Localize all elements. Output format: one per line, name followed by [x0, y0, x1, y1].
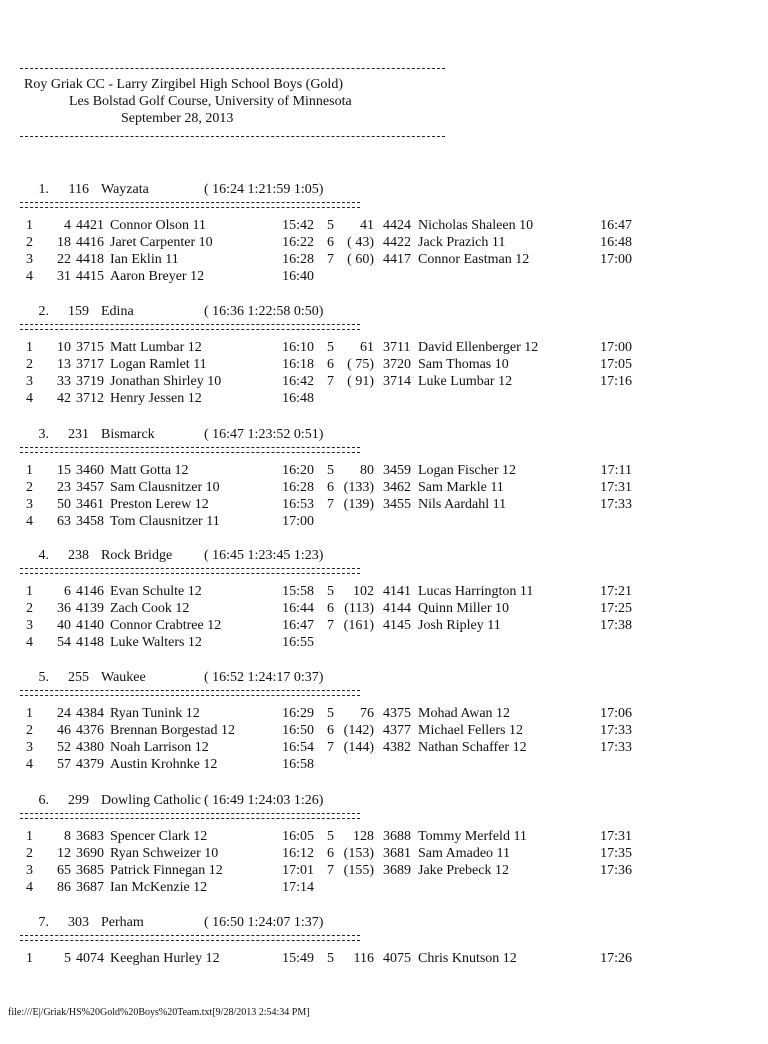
runner-bib: 4140 [76, 618, 104, 633]
runner-name: Noah Larrison 12 [110, 740, 209, 755]
runner-bib: 4141 [383, 584, 411, 599]
team-score: 159 [68, 304, 89, 319]
runner-bib: 4074 [76, 951, 104, 966]
runner-place: ( 91) [347, 374, 374, 389]
team-rank: 7. [38, 915, 49, 930]
team-rank: 3. [38, 427, 49, 442]
team-name: Perham [101, 915, 144, 930]
runner-time: 16:29 [282, 706, 314, 721]
team-stats: ( 16:47 1:23:52 0:51) [204, 427, 324, 442]
runner-order: 5 [327, 951, 334, 966]
runner-time: 17:11 [600, 463, 632, 478]
runner-order: 1 [26, 584, 33, 599]
runner-bib: 4422 [383, 235, 411, 250]
runner-time: 17:16 [600, 374, 632, 389]
runner-order: 6 [327, 846, 334, 861]
runner-place: 13 [57, 357, 71, 372]
team-divider [20, 568, 360, 574]
runner-bib: 3683 [76, 829, 104, 844]
runner-time: 17:01 [282, 863, 314, 878]
runner-bib: 3457 [76, 480, 104, 495]
runner-place: 42 [57, 391, 71, 406]
runner-time: 16:50 [282, 723, 314, 738]
runner-name: Lucas Harrington 11 [418, 584, 534, 599]
runner-place: 76 [360, 706, 374, 721]
runner-bib: 3461 [76, 497, 104, 512]
team-name: Wayzata [101, 182, 149, 197]
runner-name: Logan Ramlet 11 [110, 357, 207, 372]
team-rank: 4. [38, 548, 49, 563]
team-score: 231 [68, 427, 89, 442]
runner-time: 16:05 [282, 829, 314, 844]
runner-order: 1 [26, 218, 33, 233]
runner-bib: 3459 [383, 463, 411, 478]
runner-bib: 4380 [76, 740, 104, 755]
team-divider [20, 813, 360, 819]
runner-time: 15:42 [282, 218, 314, 233]
runner-time: 16:44 [282, 601, 314, 616]
runner-time: 16:47 [282, 618, 314, 633]
runner-bib: 3460 [76, 463, 104, 478]
runner-bib: 3685 [76, 863, 104, 878]
team-stats: ( 16:49 1:24:03 1:26) [204, 793, 324, 808]
team-divider [20, 324, 360, 330]
runner-bib: 4075 [383, 951, 411, 966]
runner-bib: 3681 [383, 846, 411, 861]
runner-bib: 3687 [76, 880, 104, 895]
runner-name: David Ellenberger 12 [418, 340, 539, 355]
runner-place: 24 [57, 706, 71, 721]
runner-time: 17:00 [282, 514, 314, 529]
runner-place: (144) [343, 740, 374, 755]
runner-place: 18 [57, 235, 71, 250]
runner-name: Zach Cook 12 [110, 601, 190, 616]
runner-name: Sam Clausnitzer 10 [110, 480, 220, 495]
team-stats: ( 16:50 1:24:07 1:37) [204, 915, 324, 930]
runner-order: 2 [26, 235, 33, 250]
runner-order: 4 [26, 880, 33, 895]
runner-place: (142) [343, 723, 374, 738]
runner-place: 12 [57, 846, 71, 861]
team-stats: ( 16:24 1:21:59 1:05) [204, 182, 324, 197]
team-divider [20, 202, 360, 208]
runner-order: 2 [26, 601, 33, 616]
runner-order: 3 [26, 252, 33, 267]
runner-place: 36 [57, 601, 71, 616]
runner-name: Mohad Awan 12 [418, 706, 511, 721]
runner-time: 17:38 [600, 618, 632, 633]
runner-place: 61 [360, 340, 374, 355]
runner-order: 1 [26, 951, 33, 966]
runner-time: 17:21 [600, 584, 632, 599]
runner-bib: 3689 [383, 863, 411, 878]
runner-order: 7 [327, 618, 334, 633]
team-block [20, 426, 760, 556]
runner-name: Logan Fischer 12 [418, 463, 516, 478]
runner-order: 4 [26, 514, 33, 529]
runner-place: 57 [57, 757, 71, 772]
runner-order: 6 [327, 480, 334, 495]
team-block [20, 669, 760, 799]
runner-order: 7 [327, 374, 334, 389]
runner-place: 8 [64, 829, 71, 844]
runner-name: Matt Lumbar 12 [110, 340, 202, 355]
runner-bib: 3690 [76, 846, 104, 861]
runner-bib: 4375 [383, 706, 411, 721]
runner-name: Evan Schulte 12 [110, 584, 202, 599]
runner-time: 16:48 [600, 235, 632, 250]
runner-bib: 3688 [383, 829, 411, 844]
runner-bib: 3714 [383, 374, 411, 389]
runner-bib: 3462 [383, 480, 411, 495]
runner-name: Jonathan Shirley 10 [110, 374, 222, 389]
runner-time: 16:18 [282, 357, 314, 372]
runner-place: 22 [57, 252, 71, 267]
team-stats: ( 16:36 1:22:58 0:50) [204, 304, 324, 319]
team-score: 299 [68, 793, 89, 808]
runner-name: Jaret Carpenter 10 [110, 235, 213, 250]
runner-place: 10 [57, 340, 71, 355]
runner-bib: 3455 [383, 497, 411, 512]
runner-bib: 3717 [76, 357, 104, 372]
runner-bib: 4148 [76, 635, 104, 650]
runner-bib: 3719 [76, 374, 104, 389]
meet-title: Roy Griak CC - Larry Zirgibel High School Boys (Gold) [24, 77, 343, 92]
runner-name: Sam Thomas 10 [418, 357, 509, 372]
runner-bib: 3720 [383, 357, 411, 372]
runner-bib: 4379 [76, 757, 104, 772]
team-block [20, 914, 760, 1044]
runner-time: 17:00 [600, 252, 632, 267]
runner-place: 65 [57, 863, 71, 878]
runner-order: 4 [26, 269, 33, 284]
runner-place: 5 [64, 951, 71, 966]
team-name: Rock Bridge [101, 548, 173, 563]
runner-name: Nicholas Shaleen 10 [418, 218, 534, 233]
runner-place: 33 [57, 374, 71, 389]
runner-place: ( 75) [347, 357, 374, 372]
runner-place: 50 [57, 497, 71, 512]
runner-place: (139) [343, 497, 374, 512]
runner-place: (133) [343, 480, 374, 495]
runner-time: 17:00 [600, 340, 632, 355]
runner-place: 116 [353, 951, 374, 966]
runner-name: Michael Fellers 12 [418, 723, 523, 738]
runner-bib: 4145 [383, 618, 411, 633]
header-divider-top [20, 68, 445, 69]
runner-order: 3 [26, 374, 33, 389]
runner-bib: 4415 [76, 269, 104, 284]
runner-order: 2 [26, 846, 33, 861]
runner-time: 16:42 [282, 374, 314, 389]
team-rank: 5. [38, 670, 49, 685]
runner-time: 17:14 [282, 880, 314, 895]
runner-name: Tommy Merfeld 11 [418, 829, 527, 844]
runner-order: 1 [26, 340, 33, 355]
runner-time: 16:47 [600, 218, 632, 233]
runner-place: 128 [353, 829, 374, 844]
meet-date: September 28, 2013 [121, 111, 234, 126]
runner-name: Chris Knutson 12 [418, 951, 517, 966]
runner-place: 63 [57, 514, 71, 529]
runner-name: Quinn Miller 10 [418, 601, 509, 616]
runner-place: 40 [57, 618, 71, 633]
runner-order: 6 [327, 235, 334, 250]
runner-order: 1 [26, 829, 33, 844]
runner-place: ( 43) [347, 235, 374, 250]
runner-time: 16:20 [282, 463, 314, 478]
runner-place: 23 [57, 480, 71, 495]
runner-order: 3 [26, 618, 33, 633]
runner-order: 3 [26, 863, 33, 878]
runner-order: 7 [327, 863, 334, 878]
runner-time: 17:06 [600, 706, 632, 721]
runner-name: Brennan Borgestad 12 [110, 723, 235, 738]
runner-order: 2 [26, 723, 33, 738]
runner-name: Nils Aardahl 11 [418, 497, 507, 512]
runner-name: Josh Ripley 11 [418, 618, 501, 633]
runner-name: Aaron Breyer 12 [110, 269, 205, 284]
team-name: Edina [101, 304, 134, 319]
runner-time: 16:53 [282, 497, 314, 512]
runner-bib: 4417 [383, 252, 411, 267]
runner-place: 52 [57, 740, 71, 755]
runner-time: 17:35 [600, 846, 632, 861]
runner-order: 7 [327, 497, 334, 512]
runner-place: 54 [57, 635, 71, 650]
runner-place: 80 [360, 463, 374, 478]
team-name: Dowling Catholic [101, 793, 201, 808]
runner-bib: 3715 [76, 340, 104, 355]
team-name: Waukee [101, 670, 146, 685]
file-path-footer: file:///E|/Griak/HS%20Gold%20Boys%20Team.txt[9/28/2013 2:54:34 PM] [8, 1007, 310, 1018]
runner-time: 17:33 [600, 723, 632, 738]
runner-place: 6 [64, 584, 71, 599]
runner-place: 4 [64, 218, 71, 233]
runner-name: Connor Eastman 12 [418, 252, 530, 267]
runner-order: 6 [327, 357, 334, 372]
runner-place: 41 [360, 218, 374, 233]
runner-order: 4 [26, 757, 33, 772]
runner-order: 5 [327, 706, 334, 721]
runner-bib: 4418 [76, 252, 104, 267]
runner-name: Matt Gotta 12 [110, 463, 189, 478]
team-divider [20, 690, 360, 696]
meet-venue: Les Bolstad Golf Course, University of Minnesota [69, 94, 352, 109]
runner-order: 7 [327, 740, 334, 755]
runner-bib: 3711 [383, 340, 411, 355]
runner-name: Connor Olson 11 [110, 218, 206, 233]
runner-order: 4 [26, 391, 33, 406]
team-score: 116 [68, 182, 89, 197]
runner-order: 3 [26, 497, 33, 512]
team-divider [20, 447, 360, 453]
runner-bib: 4146 [76, 584, 104, 599]
runner-time: 17:33 [600, 740, 632, 755]
runner-bib: 4421 [76, 218, 104, 233]
runner-order: 2 [26, 357, 33, 372]
runner-order: 5 [327, 584, 334, 599]
runner-order: 6 [327, 723, 334, 738]
runner-place: 46 [57, 723, 71, 738]
runner-name: Ian Eklin 11 [110, 252, 179, 267]
runner-order: 4 [26, 635, 33, 650]
runner-bib: 4139 [76, 601, 104, 616]
runner-time: 16:54 [282, 740, 314, 755]
runner-order: 1 [26, 463, 33, 478]
runner-order: 5 [327, 218, 334, 233]
runner-order: 3 [26, 740, 33, 755]
team-stats: ( 16:52 1:24:17 0:37) [204, 670, 324, 685]
runner-time: 16:48 [282, 391, 314, 406]
runner-bib: 4382 [383, 740, 411, 755]
runner-name: Connor Crabtree 12 [110, 618, 222, 633]
runner-time: 16:12 [282, 846, 314, 861]
runner-name: Luke Walters 12 [110, 635, 202, 650]
runner-bib: 4377 [383, 723, 411, 738]
runner-name: Ian McKenzie 12 [110, 880, 208, 895]
runner-time: 16:40 [282, 269, 314, 284]
team-name: Bismarck [101, 427, 155, 442]
runner-bib: 4384 [76, 706, 104, 721]
runner-time: 16:10 [282, 340, 314, 355]
team-block [20, 792, 760, 922]
team-score: 303 [68, 915, 89, 930]
team-stats: ( 16:45 1:23:45 1:23) [204, 548, 324, 563]
runner-name: Luke Lumbar 12 [418, 374, 513, 389]
runner-time: 17:26 [600, 951, 632, 966]
runner-time: 17:31 [600, 829, 632, 844]
runner-name: Preston Lerew 12 [110, 497, 209, 512]
team-divider [20, 935, 360, 941]
runner-time: 16:22 [282, 235, 314, 250]
runner-order: 6 [327, 601, 334, 616]
runner-order: 5 [327, 829, 334, 844]
team-block [20, 181, 760, 311]
team-block [20, 303, 760, 433]
runner-time: 17:36 [600, 863, 632, 878]
runner-time: 17:05 [600, 357, 632, 372]
runner-order: 7 [327, 252, 334, 267]
runner-bib: 3712 [76, 391, 104, 406]
runner-bib: 4376 [76, 723, 104, 738]
runner-place: ( 60) [347, 252, 374, 267]
runner-name: Sam Amadeo 11 [418, 846, 511, 861]
runner-time: 16:55 [282, 635, 314, 650]
runner-time: 17:25 [600, 601, 632, 616]
runner-place: 86 [57, 880, 71, 895]
runner-place: (113) [344, 601, 374, 616]
runner-time: 16:58 [282, 757, 314, 772]
runner-time: 15:49 [282, 951, 314, 966]
runner-time: 17:31 [600, 480, 632, 495]
runner-name: Austin Krohnke 12 [110, 757, 218, 772]
runner-order: 5 [327, 340, 334, 355]
runner-order: 5 [327, 463, 334, 478]
runner-name: Sam Markle 11 [418, 480, 504, 495]
runner-place: 31 [57, 269, 71, 284]
runner-place: 15 [57, 463, 71, 478]
runner-order: 2 [26, 480, 33, 495]
runner-bib: 3458 [76, 514, 104, 529]
runner-place: (153) [343, 846, 374, 861]
runner-place: (155) [343, 863, 374, 878]
team-rank: 1. [38, 182, 49, 197]
runner-name: Jack Prazich 11 [418, 235, 506, 250]
runner-bib: 4144 [383, 601, 411, 616]
runner-time: 16:28 [282, 252, 314, 267]
runner-place: 102 [353, 584, 374, 599]
runner-name: Henry Jessen 12 [110, 391, 202, 406]
team-score: 255 [68, 670, 89, 685]
runner-place: (161) [343, 618, 374, 633]
runner-name: Jake Prebeck 12 [418, 863, 509, 878]
team-rank: 2. [38, 304, 49, 319]
runner-name: Tom Clausnitzer 11 [110, 514, 220, 529]
runner-name: Patrick Finnegan 12 [110, 863, 223, 878]
runner-name: Ryan Schweizer 10 [110, 846, 219, 861]
team-block [20, 547, 760, 677]
runner-name: Ryan Tunink 12 [110, 706, 200, 721]
runner-time: 17:33 [600, 497, 632, 512]
team-rank: 6. [38, 793, 49, 808]
runner-time: 15:58 [282, 584, 314, 599]
team-score: 238 [68, 548, 89, 563]
runner-order: 1 [26, 706, 33, 721]
header-divider-bottom [20, 136, 445, 137]
runner-name: Keeghan Hurley 12 [110, 951, 220, 966]
runner-name: Spencer Clark 12 [110, 829, 208, 844]
runner-bib: 4416 [76, 235, 104, 250]
runner-time: 16:28 [282, 480, 314, 495]
runner-name: Nathan Schaffer 12 [418, 740, 527, 755]
runner-bib: 4424 [383, 218, 411, 233]
